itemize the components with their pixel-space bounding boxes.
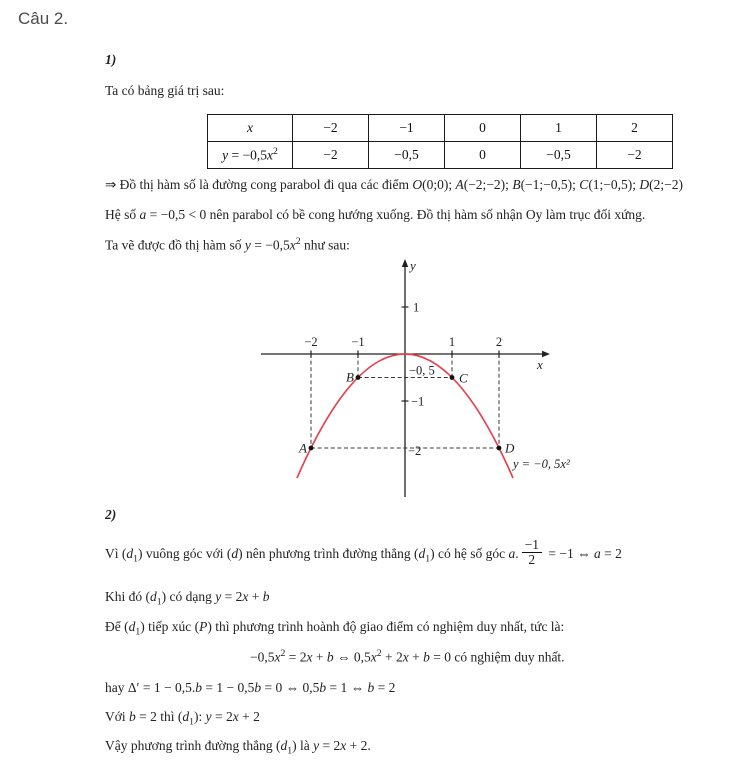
question-label: Câu 2. (18, 9, 69, 28)
table-cell: −1 (369, 115, 445, 142)
points-statement: ⇒ Đồ thị hàm số là đường cong parabol đi qua các điểm O(0;0); A(−2;−2); B(−1;−0,5); C(1;−0,5); D(2;−2) (105, 177, 684, 192)
parabola-graph (255, 254, 585, 499)
y-tick-neg2: −2 (408, 444, 422, 458)
y-tick-neg05: −0, 5 (409, 363, 435, 378)
x-tick-neg1: −1 (351, 335, 365, 349)
coefficient-statement: Hệ số a = −0,5 < 0 nên parabol có bề cong hướng xuống. Đồ thị hàm số nhận Oy làm trục đối xứng. (105, 207, 646, 222)
x-tick-neg2: −2 (304, 335, 318, 349)
y-tick-neg1: −1 (411, 394, 425, 409)
point-label-B: B (346, 369, 354, 385)
table-cell: −0,5 (369, 142, 445, 169)
x-axis-label: x (537, 357, 543, 372)
part2-line-form: Khi đó $(d_1)$ có dạng y = 2x + b (105, 589, 270, 608)
part2-heading: 2) (105, 507, 117, 522)
x-axis-arrow-icon (542, 351, 550, 357)
table-cell: −2 (293, 115, 369, 142)
table-cell: −2 (597, 142, 673, 169)
table-cell: 1 (521, 115, 597, 142)
table-row-x (208, 115, 673, 142)
x-tick-2: 2 (495, 335, 503, 349)
part2-line-equation: $-0,5x^2 = 2x + b$ ⇔ $0,5x^2 + 2x + b = 0$ có nghiệm duy nhất. (250, 648, 565, 665)
draw-statement: Ta vẽ được đồ thị hàm số $y = -0,5x^2$ như sau: (105, 236, 350, 253)
part2-line-perpendicular: Vì $(d_1)$ vuông góc với (d) nên phương trình đường thẳng $(d_1)$ có hệ số góc a. $\frac{-1}{2}$ = −1 ⇔ a = 2 (105, 537, 622, 568)
value-table (207, 114, 673, 169)
point-label-C: C (459, 370, 468, 386)
table-head-y: $y = -0,5x^2$ (208, 142, 293, 169)
table-head-x: x (208, 115, 293, 142)
graph-svg (255, 254, 585, 499)
part2-line-tangent-condition: Để $(d_1)$ tiếp xúc (P) thì phương trình hoành độ giao điểm có nghiệm duy nhất, tức là: (105, 619, 565, 638)
part2-line-with-b: Với b = 2 thì $(d_1)$: y = 2x + 2 (105, 709, 260, 728)
part1-intro: Ta có bảng giá trị sau: (105, 83, 225, 98)
curve-equation-label: y = −0, 5x² (513, 457, 570, 471)
part2-line-conclusion: Vậy phương trình đường thẳng $(d_1)$ là y = 2x + 2. (105, 738, 371, 757)
table-row-y (208, 142, 673, 169)
y-tick-1: 1 (413, 300, 420, 315)
table-cell: 2 (597, 115, 673, 142)
point-label-D: D (505, 440, 515, 456)
point-B (356, 375, 361, 380)
x-tick-1: 1 (448, 335, 456, 349)
point-label-A: A (299, 440, 307, 456)
point-D (497, 446, 502, 451)
y-axis-label: y (410, 258, 416, 273)
table-cell: −0,5 (521, 142, 597, 169)
part2-line-delta: hay Δ′ = 1 − 0,5.b = 1 − 0,5b = 0 ⇔ 0,5b = 1 ⇔ b = 2 (105, 680, 396, 695)
part1-heading: 1) (105, 52, 117, 67)
y-axis-arrow-icon (402, 259, 408, 267)
point-A (309, 446, 314, 451)
table-cell: 0 (445, 142, 521, 169)
table-cell: 0 (445, 115, 521, 142)
table-cell: −2 (293, 142, 369, 169)
point-C (450, 375, 455, 380)
